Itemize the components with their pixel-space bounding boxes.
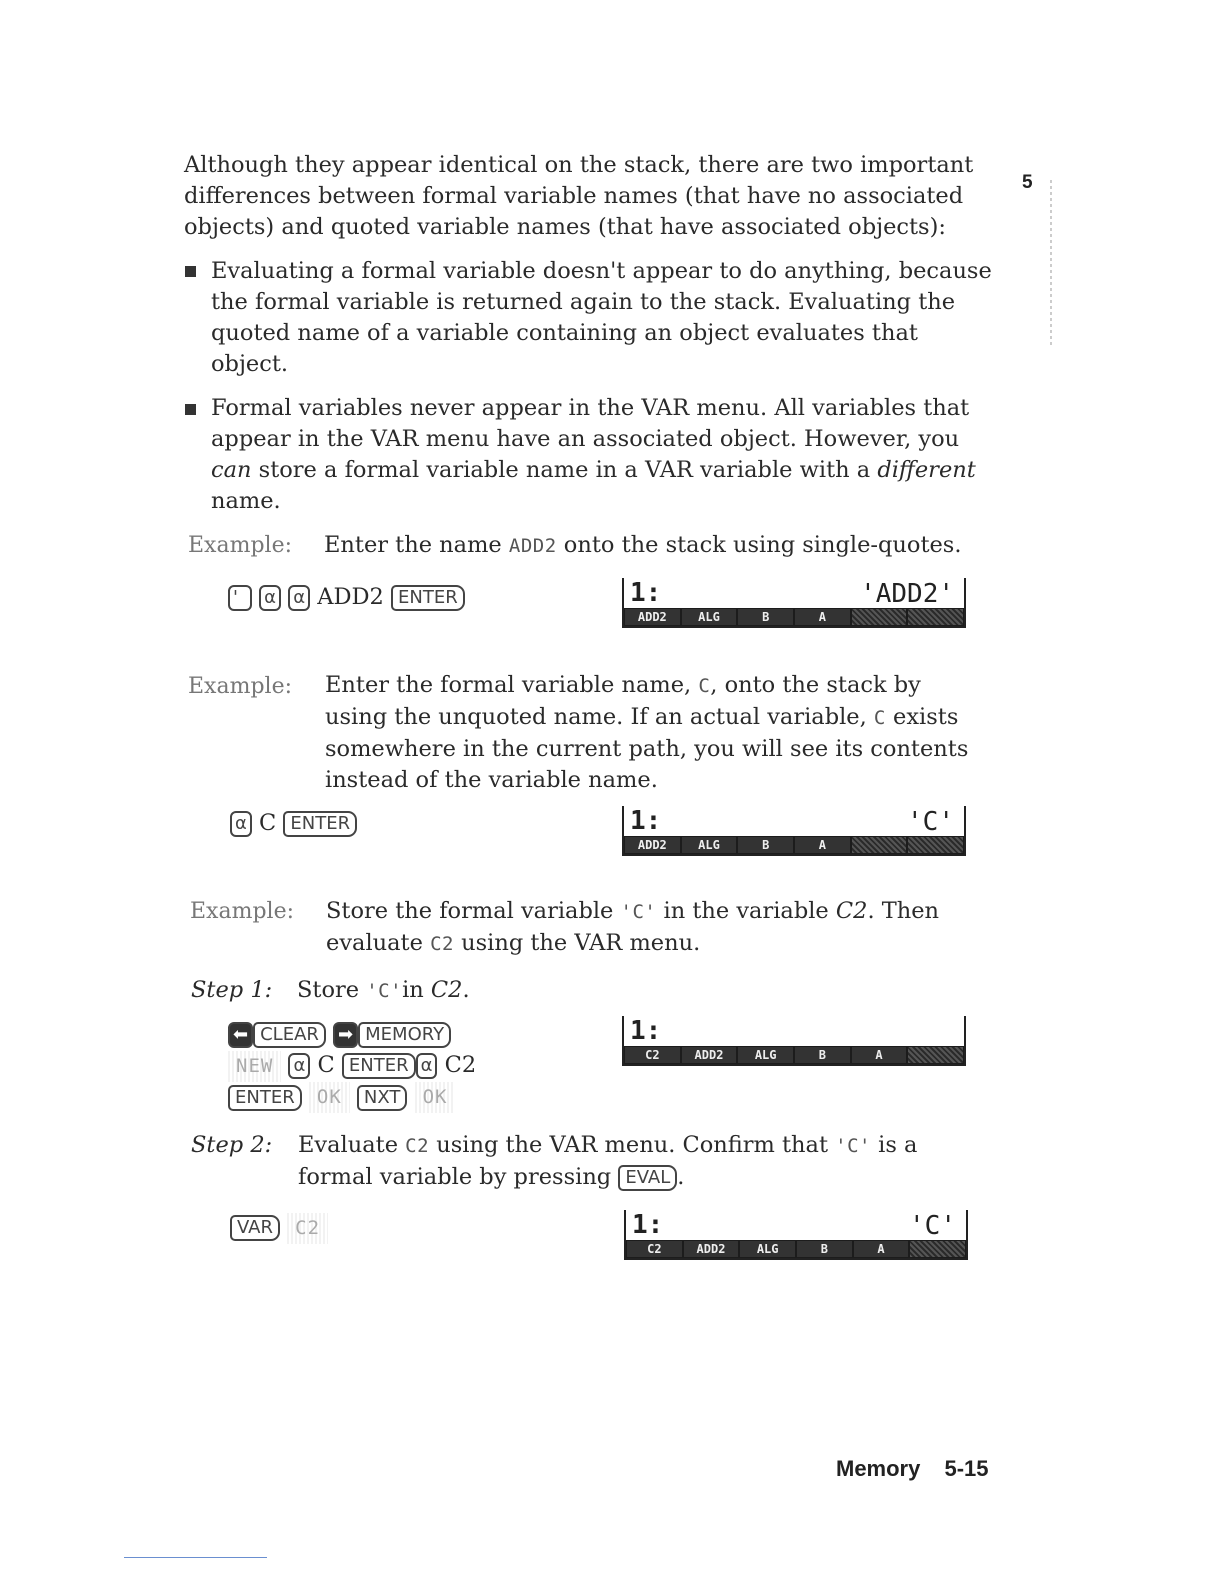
emphasis: C2 [430,977,463,1003]
stack-level-number: 1: [630,806,662,836]
step-line [298,1162,998,1193]
enter-key[interactable]: ENTER [228,1085,302,1111]
bullet-line: object. [211,351,289,377]
step-2-text [298,1130,998,1193]
softkey-blank [908,1047,963,1063]
calculator-display [622,578,966,628]
code-text: 'C' [835,1135,871,1157]
example-line: somewhere in the current path, you will see its contents [325,736,969,762]
code-text: C [698,675,711,697]
softkey[interactable]: A [852,1047,907,1063]
softkey[interactable]: ALG [682,609,737,625]
step-1-keys [228,1019,476,1113]
example-1-keys [228,582,465,613]
chapter-tab-number: 5 [1022,172,1033,193]
calculator-display [622,806,966,856]
stack-level [624,806,964,836]
softkey[interactable]: A [795,837,850,853]
softkey-menu [624,836,964,854]
example-2-keys [230,808,357,839]
text: evaluate [326,930,431,956]
key-row [228,1019,476,1050]
enter-key[interactable]: ENTER [342,1053,416,1079]
example-line [326,928,986,960]
softkey[interactable]: ALG [740,1241,795,1257]
example-2-text [325,670,985,796]
step-1-text [297,975,470,1007]
stack-level-number: 1: [632,1210,664,1240]
emphasis: C2 [835,898,868,924]
stack-value: 'C' [909,1211,956,1241]
enter-key[interactable]: ENTER [283,811,357,837]
alpha-key[interactable]: α [288,585,310,611]
softkey-blank [852,609,907,625]
text: using the unquoted name. If an actual variable, [325,704,874,730]
softkey[interactable]: ADD2 [625,609,680,625]
page-footer [836,1456,989,1482]
chapter-tab-edge [1050,180,1052,345]
nxt-key[interactable]: NXT [357,1085,407,1111]
ok-softkey[interactable]: OK [309,1082,350,1113]
quote-key[interactable]: ' [228,585,252,611]
typed-text: C [259,810,277,836]
softkey[interactable]: ALG [738,1047,793,1063]
bullet-line: appear in the VAR menu have an associated object. However, you [211,426,960,452]
alpha-key[interactable]: α [230,811,252,837]
stack-level-number: 1: [630,578,662,608]
text: in [402,977,431,1003]
text: Enter the formal variable name, [325,672,699,698]
code-text: 'C' [366,980,403,1002]
bullet-item-2 [211,393,1011,517]
softkey[interactable]: A [854,1241,909,1257]
ok-softkey[interactable]: OK [415,1082,456,1113]
softkey[interactable]: C2 [627,1241,682,1257]
softkey-blank [908,837,963,853]
example-label: Example: [190,899,294,924]
softkey[interactable]: B [795,1047,850,1063]
enter-key[interactable]: ENTER [391,585,465,611]
stack-level [624,1016,964,1046]
step-label: Step 2: [191,1132,273,1158]
example-line [325,670,985,702]
text: . Then [867,898,940,924]
c2-softkey[interactable]: C2 [287,1213,328,1244]
bottom-rule [124,1557,267,1558]
footer-page-number: 5-15 [944,1456,989,1481]
text: using the VAR menu. Confirm that [429,1132,836,1158]
text: onto the stack using single-quotes. [556,532,962,558]
softkey[interactable]: B [797,1241,852,1257]
stack-level [626,1210,966,1240]
softkey[interactable]: A [795,609,850,625]
bullet-text: store a formal variable name in a VAR variable with a [251,457,878,483]
step-line [298,1130,998,1162]
example-line: instead of the variable name. [325,767,658,793]
emphasis: can [211,457,252,483]
alpha-key[interactable]: α [259,585,281,611]
footer-section: Memory [836,1456,921,1481]
softkey[interactable]: B [738,609,793,625]
text: . [462,977,470,1003]
text: Evaluate [298,1132,406,1158]
code-text: C2 [405,1135,430,1157]
bullet-line: quoted name of a variable containing an object evaluates that [211,320,918,346]
left-shift-key[interactable]: ⬅ [228,1022,253,1048]
example-3-text [326,896,986,960]
softkey-menu [624,608,964,626]
bullet-item-1 [211,256,1011,380]
eval-key[interactable]: EVAL [618,1165,677,1191]
bullet-marker [185,266,196,277]
memory-key[interactable]: MEMORY [358,1022,451,1048]
softkey-blank [852,837,907,853]
text: Store [297,977,367,1003]
softkey-blank [908,609,963,625]
example-label: Example: [188,533,292,558]
intro-line: objects) and quoted variable names (that have associated objects): [184,214,946,240]
bullet-line: name. [211,488,281,514]
var-key[interactable]: VAR [230,1215,280,1241]
softkey-menu [624,1046,964,1064]
text: . [677,1164,685,1190]
example-line [326,896,986,928]
softkey[interactable]: B [738,837,793,853]
calculator-display [622,1016,966,1066]
softkey[interactable]: ADD2 [684,1241,739,1257]
stack-value: 'ADD2' [860,579,954,609]
code-text: ADD2 [508,535,557,557]
typed-text: C [317,1052,335,1078]
stack-level [624,578,964,608]
step-label: Step 1: [191,977,273,1003]
softkey[interactable]: ADD2 [625,837,680,853]
example-line [325,702,985,734]
intro-paragraph [184,150,1004,243]
text: Store the formal variable [326,898,621,924]
text: Enter the name [324,532,509,558]
softkey-menu [626,1240,966,1258]
softkey[interactable]: ALG [682,837,737,853]
example-1-text [324,530,962,562]
text: in the variable [656,898,836,924]
typed-text: ADD2 [317,584,384,610]
text: , onto the stack by [710,672,921,698]
intro-line: Although they appear identical on the stack, there are two important [184,152,974,178]
code-text: C2 [430,933,454,955]
stack-value: 'C' [907,807,954,837]
text: exists [885,704,959,730]
text: is a [870,1132,918,1158]
new-softkey[interactable]: NEW [228,1051,281,1082]
key-row [228,1050,476,1082]
key-row [228,1082,476,1114]
text: formal variable by pressing [298,1164,619,1190]
bullet-line: Evaluating a formal variable doesn't appear to do anything, because [211,258,992,284]
bullet-marker [185,404,196,415]
code-text: C [873,707,886,729]
intro-line: differences between formal variable names (that have no associated [184,183,964,209]
calculator-display [624,1210,968,1260]
text: using the VAR menu. [453,930,701,956]
step-2-keys [230,1212,328,1244]
bullet-line: the formal variable is returned again to the stack. Evaluating the [211,289,956,315]
clear-key[interactable]: CLEAR [253,1022,326,1048]
softkey[interactable]: ADD2 [682,1047,737,1063]
alpha-key[interactable]: α [288,1053,310,1079]
bullet-line [211,455,1011,486]
right-shift-key[interactable]: ➡ [333,1022,358,1048]
typed-text: C2 [444,1052,477,1078]
code-text: 'C' [620,901,657,923]
emphasis: different [877,457,976,483]
bullet-line: Formal variables never appear in the VAR menu. All variables that [211,395,970,421]
softkey[interactable]: C2 [625,1047,680,1063]
softkey-blank [910,1241,965,1257]
stack-level-number: 1: [630,1016,662,1046]
alpha-key[interactable]: α [416,1053,438,1079]
example-label: Example: [188,674,292,699]
